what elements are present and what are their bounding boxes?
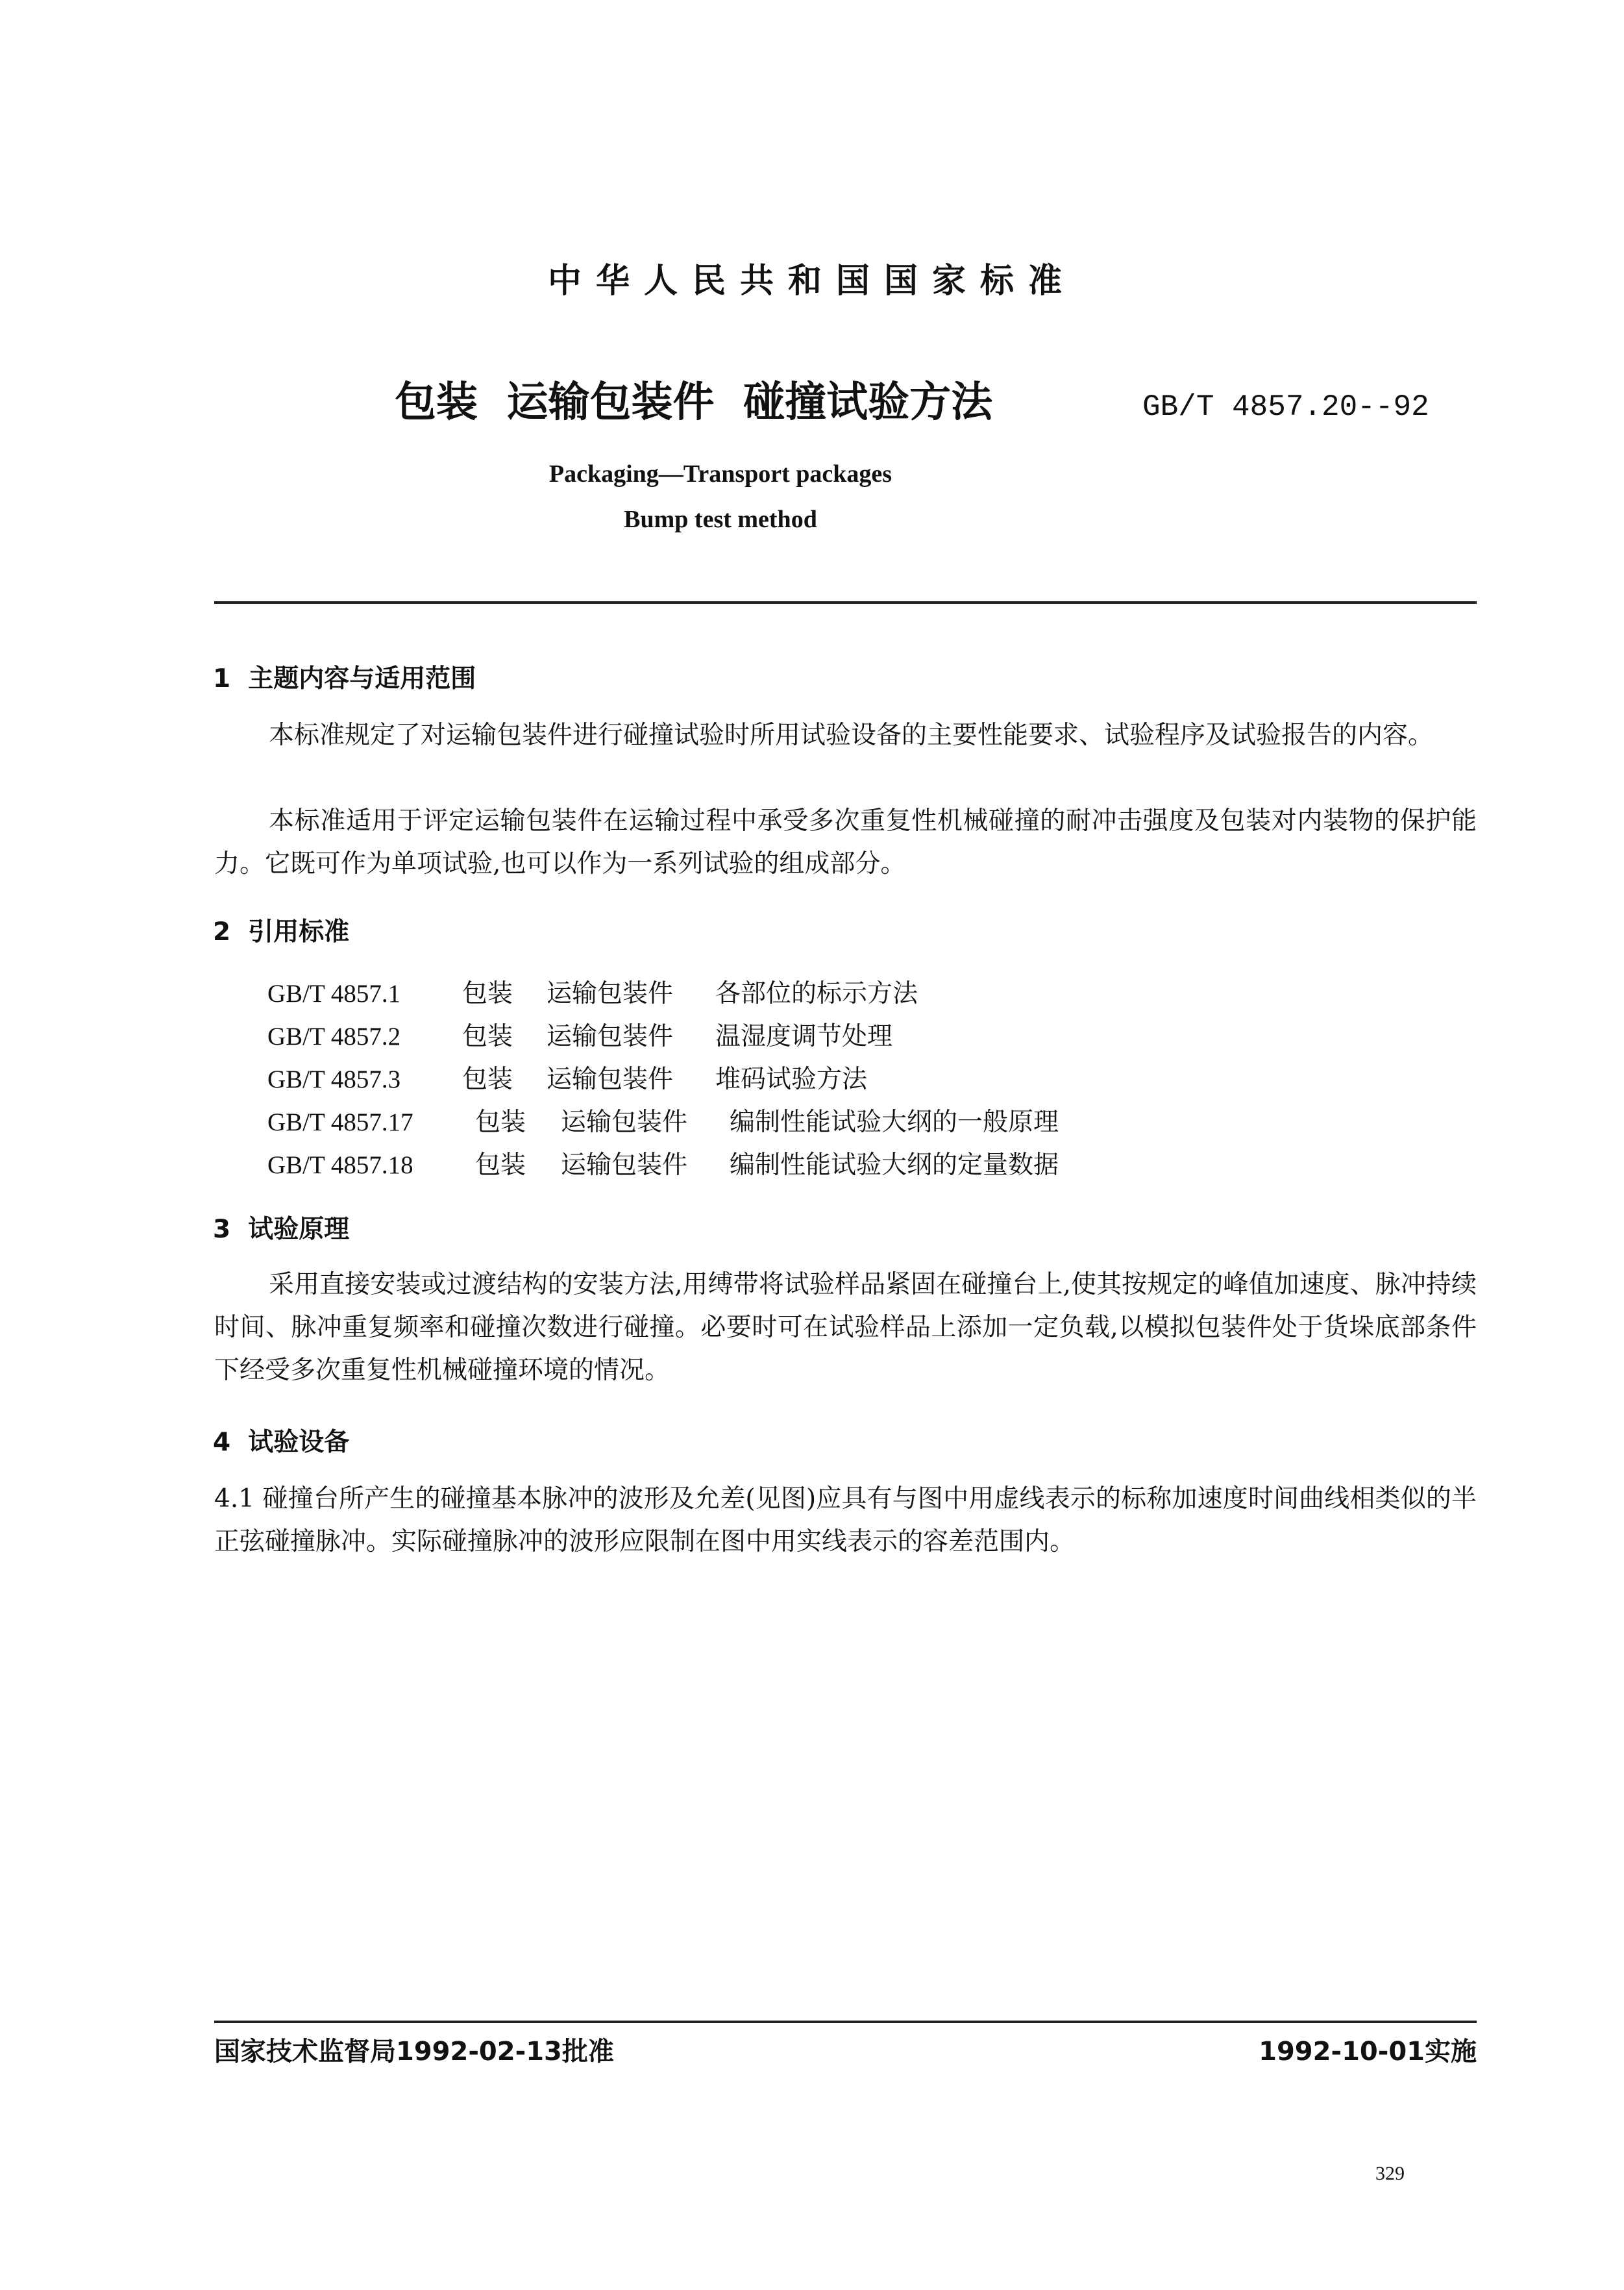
reference-package-type: 运输包装件 (547, 979, 674, 1008)
implementation-date: 1992-10-01实施 (1259, 2037, 1477, 2067)
reference-description: 温湿度调节处理 (715, 1022, 893, 1051)
reference-code: GB/T 4857.1 (267, 980, 401, 1008)
standard-title-en-line2: Bump test method (624, 506, 817, 533)
section-4-heading: 4 试验设备 (213, 1428, 350, 1457)
reference-item (267, 1058, 1436, 1101)
section-3-paragraph: 采用直接安装或过渡结构的安装方法,用缚带将试验样品紧固在碰撞台上,使其按规定的峰值加速度、脉冲持续时间、脉冲重复频率和碰撞次数进行碰撞。必要时可在试验样品上添加一定负载,以模拟包装件处于货垛底部条件下经受多次重复性机械碰撞环境的情况。 (214, 1270, 1477, 1385)
standard-title-en-line1: Packaging—Transport packages (548, 460, 892, 488)
footer-divider (214, 2021, 1477, 2023)
reference-item (267, 1015, 1436, 1058)
reference-category: 包装 (462, 1065, 513, 1094)
approval-note: 国家技术监督局1992-02-13批准 (214, 2037, 614, 2067)
reference-category: 包装 (462, 1022, 513, 1051)
reference-code: GB/T 4857.17 (267, 1108, 413, 1136)
reference-package-type: 运输包装件 (547, 1065, 674, 1094)
reference-category: 包装 (475, 1151, 526, 1180)
reference-item (267, 1144, 1436, 1187)
section-1-paragraph-2: 本标准适用于评定运输包装件在运输过程中承受多次重复性机械碰撞的耐冲击强度及包装对内装物的保护能力。它既可作为单项试验,也可以作为一系列试验的组成部分。 (214, 806, 1477, 878)
reference-item (267, 1101, 1436, 1144)
section-2-heading: 2 引用标准 (213, 917, 350, 947)
page-number: 329 (1375, 2163, 1405, 2184)
header-divider (214, 601, 1477, 604)
reference-description: 编制性能试验大纲的一般原理 (730, 1108, 1059, 1137)
reference-code: GB/T 4857.2 (267, 1023, 401, 1051)
section-4-1-paragraph: 4.1 碰撞台所产生的碰撞基本脉冲的波形及允差(见图)应具有与图中用虚线表示的标称加速度时间曲线相类似的半正弦碰撞脉冲。实际碰撞脉冲的波形应限制在图中用实线表示的容差范围内。 (214, 1484, 1477, 1556)
national-standard-heading: 中华人民共和国国家标准 (547, 262, 1076, 301)
reference-package-type: 运输包装件 (547, 1022, 674, 1051)
reference-category: 包装 (475, 1108, 526, 1137)
reference-code: GB/T 4857.3 (267, 1065, 401, 1093)
reference-description: 编制性能试验大纲的定量数据 (730, 1151, 1059, 1180)
reference-item (267, 973, 1436, 1015)
reference-package-type: 运输包装件 (561, 1108, 688, 1137)
reference-category: 包装 (462, 979, 513, 1008)
reference-package-type: 运输包装件 (561, 1151, 688, 1180)
section-1-paragraph-1: 本标准规定了对运输包装件进行碰撞试验时所用试验设备的主要性能要求、试验程序及试验报告的内容。 (269, 721, 1434, 750)
standard-title-cn: 包装 运输包装件 碰撞试验方法 (395, 379, 993, 427)
standard-number: GB/T 4857.20--92 (1142, 390, 1429, 424)
reference-description: 堆码试验方法 (715, 1065, 868, 1094)
reference-description: 各部位的标示方法 (715, 979, 918, 1008)
section-3-heading: 3 试验原理 (213, 1215, 350, 1244)
reference-code: GB/T 4857.18 (267, 1151, 413, 1179)
section-1-heading: 1 主题内容与适用范围 (213, 664, 476, 693)
